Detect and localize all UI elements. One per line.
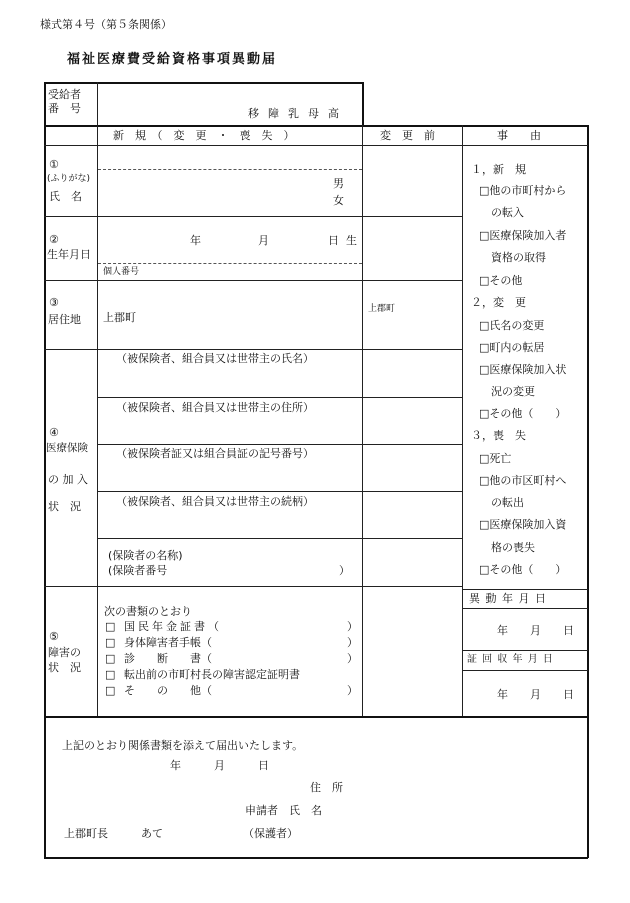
reason-move-within[interactable]: □町内の転居: [479, 341, 545, 354]
furigana-label: (ふりがな): [47, 174, 91, 184]
reason-transfer-out-cont: の転出: [491, 496, 524, 509]
checkbox-diagnosis[interactable]: □: [105, 652, 116, 665]
reason-transfer-in[interactable]: □他の市町村から: [479, 184, 567, 197]
gender-male: 男: [333, 177, 344, 190]
insurance-card-number-field: （被保険者証又は組合員証の記号番号）: [116, 447, 314, 460]
disability-label-1: 障害の: [48, 646, 81, 659]
page-title: 福祉医療費受給資格事項異動届: [67, 52, 278, 67]
reason-new-other[interactable]: □その他: [479, 274, 523, 287]
reason-loss-other[interactable]: □その他（ ）: [479, 563, 567, 576]
insurer-number-field: (保険者番号: [108, 564, 168, 577]
reason-loss-heading: ３，喪 失: [471, 429, 526, 442]
row-number-3: ③: [49, 296, 59, 309]
birth-year: 年: [190, 234, 201, 247]
insured-relationship-field: （被保険者、組合員又は世帯主の続柄）: [116, 495, 314, 508]
address-before-value: 上郡町: [368, 304, 396, 314]
name-label: 氏 名: [49, 190, 82, 203]
cert-date-label: 証 回 収 年 月 日: [467, 654, 554, 665]
reason-death[interactable]: □死亡: [479, 452, 512, 465]
column-new: 新 規 （ 変 更 ・ 喪 失 ）: [113, 129, 295, 142]
address-label: 居住地: [48, 313, 81, 326]
insurance-label-1: 医療保険: [46, 442, 88, 454]
row-number-2: ②: [49, 233, 59, 246]
transfer-certificate-item: 転出前の市町村長の障害認定証明書: [124, 668, 300, 681]
declaration-statement: 上記のとおり関係書類を添えて届出いたします。: [62, 739, 304, 752]
change-date-label: 異 動 年 月 日: [469, 592, 547, 605]
row-number-5: ⑤: [49, 630, 59, 643]
reason-insurance-acquire-cont: 資格の取得: [491, 251, 546, 264]
disability-label-2: 状 況: [48, 661, 81, 674]
checkbox-transfer-cert[interactable]: □: [105, 668, 116, 681]
reason-change-heading: ２，変 更: [471, 296, 526, 309]
insurer-name-field: (保険者の名称): [108, 549, 183, 562]
insurance-label-3: 状 況: [48, 500, 81, 513]
insured-name-field: （被保険者、組合員又は世帯主の氏名）: [116, 352, 314, 365]
recipient-categories: 移障乳母高: [248, 107, 348, 120]
cert-date-value: 年 月 日: [497, 688, 574, 701]
applicant-name-label: 申請者 氏 名: [245, 804, 322, 817]
pension-close: ）: [347, 620, 358, 633]
handbook-close: ）: [347, 636, 358, 649]
reason-transfer-in-cont: の転入: [491, 206, 524, 219]
reason-insurance-loss-cont: 格の喪失: [491, 541, 535, 554]
reason-insurance-loss[interactable]: □医療保険加入資: [479, 518, 567, 531]
birth-month: 月: [258, 234, 269, 247]
insured-address-field: （被保険者、組合員又は世帯主の住所）: [116, 401, 314, 414]
disability-handbook-item: 身体障害者手帳（: [124, 636, 212, 649]
checkbox-handbook[interactable]: □: [105, 636, 116, 649]
address-new-value: 上郡町: [103, 311, 136, 324]
diagnosis-item: 診 断 書（: [124, 652, 212, 665]
reason-name-change[interactable]: □氏名の変更: [479, 319, 545, 332]
birth-day: 日: [328, 234, 339, 247]
insurer-number-close: ）: [339, 564, 350, 577]
pension-certificate-item: 国民年金証書（: [124, 620, 222, 633]
declaration-date: 年 月 日: [170, 759, 269, 772]
birth-born: 生: [346, 234, 357, 247]
guardian-label: （保護者）: [243, 827, 298, 840]
checkbox-pension[interactable]: □: [105, 620, 116, 633]
reason-insurance-acquire[interactable]: □医療保険加入者: [479, 229, 567, 242]
column-reason: 事 由: [497, 129, 541, 142]
row-number-1: ①: [49, 158, 59, 171]
checkbox-other[interactable]: □: [105, 684, 116, 697]
gender-female: 女: [333, 194, 344, 207]
change-date-value: 年 月 日: [497, 624, 574, 637]
disability-intro: 次の書類のとおり: [104, 605, 192, 618]
mynumber-label: 個人番号: [103, 267, 140, 277]
recipient-label: 受給者: [48, 88, 81, 101]
diagnosis-close: ）: [347, 652, 358, 665]
applicant-address-label: 住 所: [310, 781, 343, 794]
birth-label: 生年月日: [47, 248, 91, 261]
insurance-label-2: の 加 入: [48, 473, 88, 486]
reason-transfer-out[interactable]: □他の市区町村へ: [479, 474, 567, 487]
reason-new-heading: １，新 規: [471, 163, 526, 176]
reason-change-other[interactable]: □その他（ ）: [479, 407, 567, 420]
reason-insurance-change-cont: 況の変更: [491, 385, 535, 398]
addressee: 上郡町長 あて: [64, 827, 163, 840]
column-before: 変 更 前: [380, 129, 435, 142]
other-close: ）: [347, 684, 358, 697]
reason-insurance-change[interactable]: □医療保険加入状: [479, 363, 567, 376]
form-number: 様式第４号（第５条関係）: [40, 18, 172, 31]
other-document-item: そ の 他（: [124, 684, 212, 697]
row-number-4: ④: [49, 426, 59, 439]
recipient-label-2: 番 号: [48, 102, 81, 115]
